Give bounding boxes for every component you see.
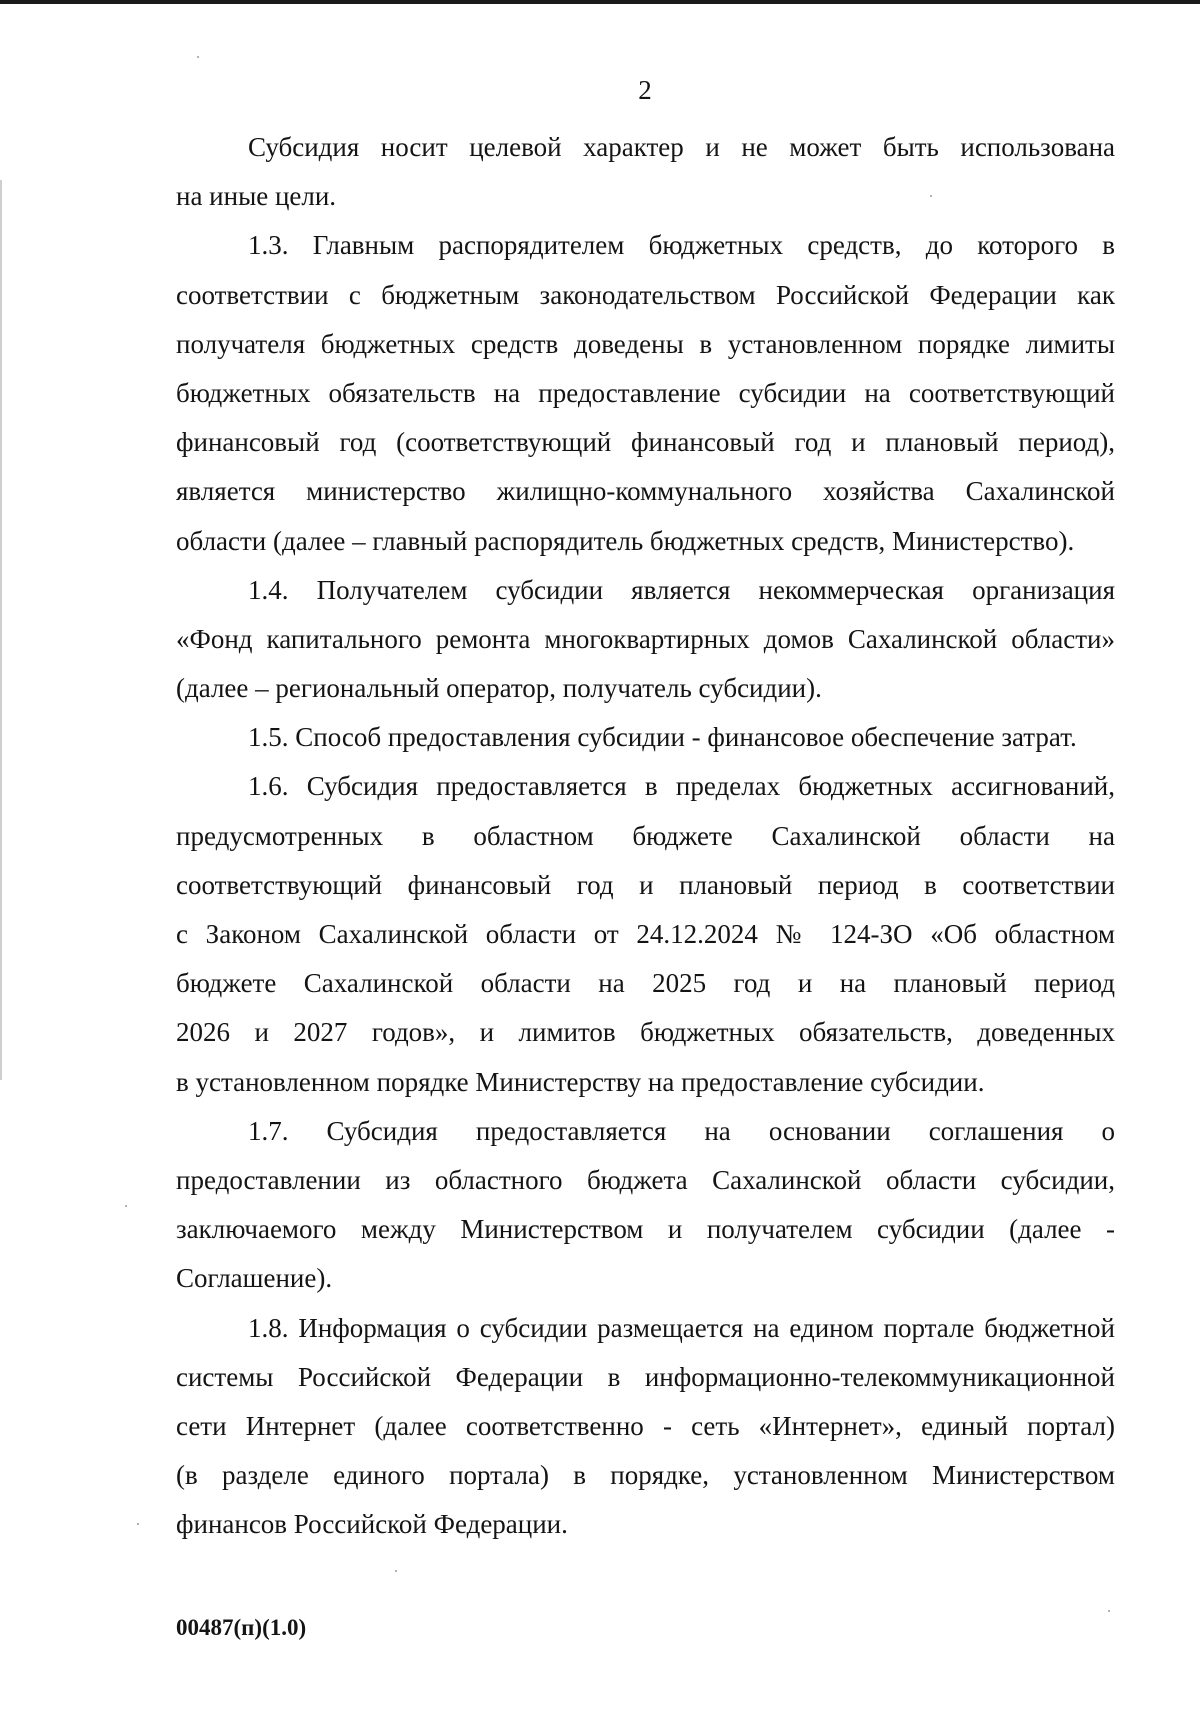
text-line: Соглашение).	[176, 1263, 333, 1294]
text-line: «Фонд капитального ремонта многоквартирных домов Сахалинской области»	[176, 623, 1115, 654]
scan-speck	[137, 1523, 139, 1525]
text-line: является министерство жилищно-коммунального хозяйства Сахалинской	[176, 476, 1115, 507]
scan-side-mark	[0, 180, 2, 1080]
paragraph-1-5	[176, 713, 1115, 762]
paragraph-1-4	[176, 566, 1115, 714]
text-line: предусмотренных в областном бюджете Сахалинской области на	[176, 820, 1115, 851]
text-line: предоставлении из областного бюджета Сахалинской области субсидии,	[176, 1164, 1115, 1195]
paragraph-purpose	[176, 123, 1115, 221]
text-line: (далее – региональный оператор, получатель субсидии).	[176, 673, 822, 704]
text-line: финансов Российской Федерации.	[176, 1509, 568, 1540]
text-line: бюджетных обязательств на предоставление субсидии на соответствующий	[176, 377, 1115, 408]
document-code: 00487(п)(1.0)	[176, 1615, 307, 1640]
scan-speck	[395, 1570, 397, 1572]
text-line: 1.7. Субсидия предоставляется на основании соглашения о	[248, 1115, 1115, 1146]
scan-speck	[197, 56, 199, 58]
text-line: соответствии с бюджетным законодательством Российской Федерации как	[176, 279, 1115, 310]
scan-speck	[1108, 1610, 1110, 1612]
paragraph-1-3	[176, 221, 1115, 565]
text-line: бюджете Сахалинской области на 2025 год и на плановый период	[176, 968, 1115, 999]
text-line: области (далее – главный распорядитель бюджетных средств, Министерство).	[176, 525, 1075, 556]
text-line: финансовый год (соответствующий финансовый год и плановый период),	[176, 427, 1115, 458]
text-line: с Законом Сахалинской области от 24.12.2024 № 124-ЗО «Об областном	[176, 919, 1115, 949]
text-line: получателя бюджетных средств доведены в установленном порядке лимиты	[176, 328, 1115, 359]
paragraph-1-6	[176, 762, 1115, 1106]
text-line: (в разделе единого портала) в порядке, установленном Министерством	[176, 1460, 1115, 1491]
text-line: 1.8. Информация о субсидии размещается на едином портале бюджетной	[248, 1312, 1115, 1343]
paragraph-1-8	[176, 1304, 1115, 1550]
text-line: 1.6. Субсидия предоставляется в пределах бюджетных ассигнований,	[248, 771, 1115, 802]
scan-speck	[930, 195, 932, 197]
paragraph-1-7	[176, 1107, 1115, 1304]
document-body	[176, 123, 1115, 1549]
text-line: в установленном порядке Министерству на предоставление субсидии.	[176, 1066, 985, 1097]
page-number: 2	[638, 75, 652, 105]
text-line: 2026 и 2027 годов», и лимитов бюджетных обязательств, доведенных	[176, 1017, 1115, 1048]
text-line: Субсидия носит целевой характер и не может быть использована	[248, 132, 1115, 162]
text-line: 1.5. Способ предоставления субсидии - финансовое обеспечение затрат.	[248, 722, 1077, 753]
text-line: системы Российской Федерации в информационно-телекоммуникационной	[176, 1361, 1115, 1392]
scan-top-edge	[0, 0, 1200, 4]
text-line: на иные цели.	[176, 181, 337, 212]
text-line: сети Интернет (далее соответственно - сеть «Интернет», единый портал)	[176, 1410, 1115, 1441]
text-line: 1.3. Главным распорядителем бюджетных средств, до которого в	[248, 230, 1115, 261]
text-line: соответствующий финансовый год и плановый период в соответствии	[176, 869, 1115, 900]
text-line: 1.4. Получателем субсидии является некоммерческая организация	[248, 574, 1115, 605]
scan-speck	[125, 1205, 127, 1207]
text-line: заключаемого между Министерством и получателем субсидии (далее -	[176, 1214, 1115, 1245]
